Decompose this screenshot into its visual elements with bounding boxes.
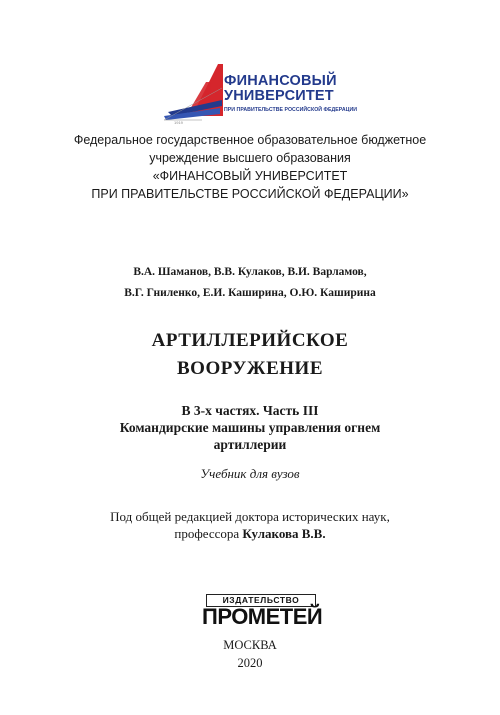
volume-line: В 3-х частях. Часть III <box>181 403 319 418</box>
university-logo <box>162 60 362 130</box>
publisher-name: ПРОМЕТЕЙ <box>202 604 323 629</box>
institution-block <box>0 131 500 203</box>
title-line: АРТИЛЛЕРИЙСКОЕ <box>151 330 349 351</box>
institution-line: ПРИ ПРАВИТЕЛЬСТВЕ РОССИЙСКОЙ ФЕДЕРАЦИИ» <box>91 187 409 201</box>
city: МОСКВА <box>223 638 277 652</box>
logo-subtitle: ПРИ ПРАВИТЕЛЬСТВЕ РОССИЙСКОЙ ФЕДЕРАЦИИ <box>224 107 358 113</box>
publisher-label: ИЗДАТЕЛЬСТВО <box>206 594 316 607</box>
logo-tiny-text: 1919 <box>174 120 183 125</box>
editor-line: Под общей редакцией доктора исторических наук, <box>110 509 390 524</box>
imprint-block <box>0 636 500 672</box>
volume-line: Командирские машины управления огнем <box>119 420 381 435</box>
institution-line: Федеральное государственное образовательное бюджетное <box>73 133 427 147</box>
authors-line: В.Г. Гниленко, Е.И. Каширина, О.Ю. Каширина <box>124 287 376 299</box>
year: 2020 <box>237 656 263 670</box>
volume-info <box>0 402 500 453</box>
editor-line <box>0 525 500 542</box>
volume-line: артиллерии <box>213 437 287 452</box>
university-emblem-icon <box>162 60 232 126</box>
editor-title: профессора <box>174 526 243 541</box>
publisher-logo <box>202 594 323 630</box>
book-title <box>0 327 500 383</box>
editor-name: Кулакова В.В. <box>242 526 326 541</box>
institution-line: учреждение высшего образования <box>149 151 351 165</box>
institution-line: «ФИНАНСОВЫЙ УНИВЕРСИТЕТ <box>152 169 348 183</box>
title-line: ВООРУЖЕНИЕ <box>177 358 323 379</box>
logo-university-name: ФИНАНСОВЫЙ УНИВЕРСИТЕТ <box>224 73 337 104</box>
textbook-label: Учебник для вузов <box>200 466 300 481</box>
editor-block <box>0 508 500 542</box>
authors-line: В.А. Шаманов, В.В. Кулаков, В.И. Варламов, <box>133 266 367 278</box>
authors-block <box>0 262 500 304</box>
